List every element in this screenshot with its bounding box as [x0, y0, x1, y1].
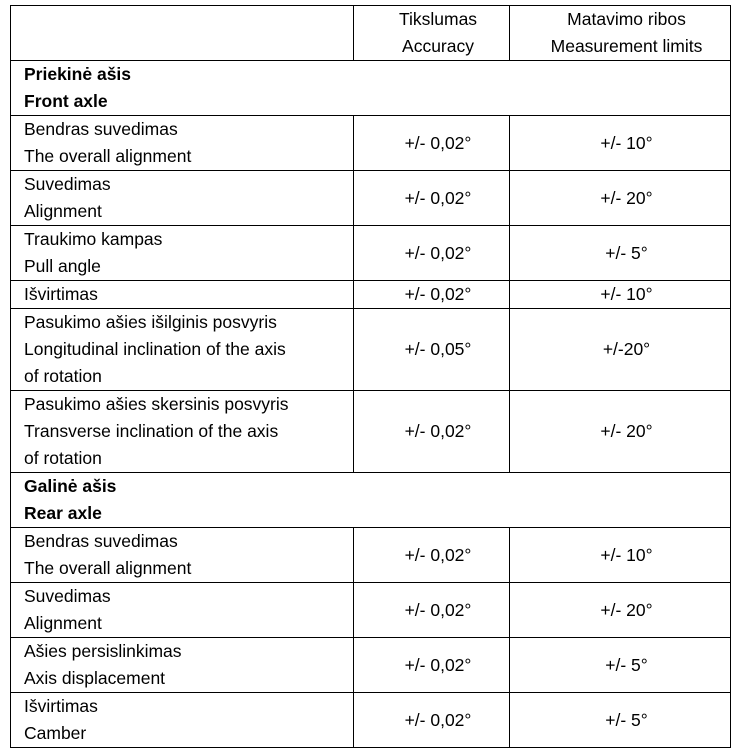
parameter-label: The overall alignment [24, 558, 192, 578]
parameter-label: Suvedimas [24, 586, 111, 606]
accuracy-cell: +/- 0,02° [354, 583, 510, 638]
front-axle-section [11, 61, 731, 473]
accuracy-cell: +/- 0,02° [354, 226, 510, 281]
accuracy-cell: +/- 0,02° [354, 391, 510, 473]
section-title-lt: Galinė ašis [24, 476, 117, 496]
limits-cell: +/- 5° [510, 693, 731, 748]
table-row [11, 528, 731, 583]
section-title-en: Front axle [24, 91, 108, 111]
parameter-label: Traukimo kampas [24, 229, 163, 249]
parameter-label: Bendras suvedimas [24, 119, 178, 139]
specifications-table [10, 5, 731, 748]
limits-cell: +/- 20° [510, 391, 731, 473]
limits-cell: +/- 10° [510, 281, 731, 309]
parameter-label: Išvirtimas [24, 696, 98, 716]
parameter-label: Alignment [24, 613, 102, 633]
parameter-cell [11, 171, 354, 226]
table-row [11, 309, 731, 391]
parameter-label: Axis displacement [24, 668, 166, 688]
table-row [11, 226, 731, 281]
table-row [11, 638, 731, 693]
accuracy-cell: +/- 0,02° [354, 281, 510, 309]
limits-cell: +/- 10° [510, 528, 731, 583]
parameter-label: Ašies persislinkimas [24, 641, 182, 661]
table-row [11, 116, 731, 171]
table-row [11, 693, 731, 748]
table-row [11, 583, 731, 638]
parameter-cell [11, 226, 354, 281]
header-accuracy-en: Accuracy [402, 36, 474, 56]
section-title-en: Rear axle [24, 503, 102, 523]
header-row [11, 6, 731, 61]
header-parameter-cell [11, 6, 354, 61]
section-header-rear [11, 473, 731, 528]
parameter-label: Transverse inclination of the axis [24, 421, 279, 441]
header-limits-cell [510, 6, 731, 61]
limits-cell: +/-20° [510, 309, 731, 391]
accuracy-cell: +/- 0,05° [354, 309, 510, 391]
parameter-cell [11, 116, 354, 171]
parameter-cell [11, 391, 354, 473]
parameter-label: Longitudinal inclination of the axis [24, 339, 286, 359]
parameter-cell [11, 528, 354, 583]
header-limits-lt: Matavimo ribos [567, 9, 686, 29]
parameter-label: of rotation [24, 448, 102, 468]
parameter-label: Pasukimo ašies išilginis posvyris [24, 312, 277, 332]
accuracy-cell: +/- 0,02° [354, 528, 510, 583]
limits-cell: +/- 10° [510, 116, 731, 171]
parameter-label: Alignment [24, 201, 102, 221]
parameter-label: of rotation [24, 366, 102, 386]
accuracy-cell: +/- 0,02° [354, 693, 510, 748]
limits-cell: +/- 5° [510, 226, 731, 281]
header-accuracy-cell [354, 6, 510, 61]
rear-axle-section [11, 473, 731, 748]
parameter-cell [11, 281, 354, 309]
parameter-cell [11, 693, 354, 748]
section-title-rear [11, 473, 731, 528]
parameter-label: Camber [24, 723, 87, 743]
parameter-cell [11, 309, 354, 391]
limits-cell: +/- 20° [510, 583, 731, 638]
accuracy-cell: +/- 0,02° [354, 116, 510, 171]
limits-cell: +/- 20° [510, 171, 731, 226]
parameter-label: The overall alignment [24, 146, 192, 166]
table-row [11, 281, 731, 309]
section-title-lt: Priekinė ašis [24, 64, 132, 84]
parameter-cell [11, 638, 354, 693]
parameter-label: Pasukimo ašies skersinis posvyris [24, 394, 289, 414]
parameter-label: Pull angle [24, 256, 101, 276]
accuracy-cell: +/- 0,02° [354, 638, 510, 693]
header-limits-en: Measurement limits [550, 36, 703, 56]
parameter-cell [11, 583, 354, 638]
parameter-label: Išvirtimas [24, 284, 98, 304]
parameter-label: Bendras suvedimas [24, 531, 178, 551]
table-row [11, 391, 731, 473]
section-title-front [11, 61, 731, 116]
header-accuracy-lt: Tikslumas [398, 9, 478, 29]
accuracy-cell: +/- 0,02° [354, 171, 510, 226]
table-row [11, 171, 731, 226]
limits-cell: +/- 5° [510, 638, 731, 693]
parameter-label: Suvedimas [24, 174, 111, 194]
section-header-front [11, 61, 731, 116]
